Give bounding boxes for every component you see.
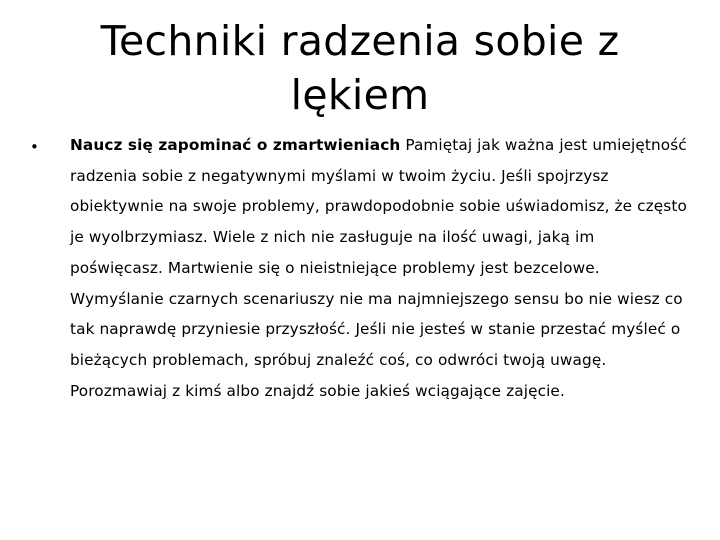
- bullet-marker: •: [30, 138, 39, 156]
- bullet-paragraph: [70, 130, 690, 406]
- bullet-item: [30, 130, 690, 406]
- bullet-lead: Naucz się zapominać o zmartwieniach: [70, 136, 401, 154]
- slide-title: Techniki radzenia sobie z lękiem: [100, 17, 620, 119]
- bullet-body: Pamiętaj jak ważna jest umiejętność radzenia sobie z negatywnymi myślami w twoim życiu. Jeśli spojrzysz obiektywnie na swoje problemy, prawdopodobnie sobie uświadomisz, że często je wyolbrzymiasz. Wiele z nich nie zasługuje na ilość uwagi, jaką im poświęcasz. Martwienie się o nieistniejące problemy jest bezcelowe. Wymyślanie czarnych scenariuszy nie ma najmniejszego sensu bo nie wiesz co tak naprawdę przyniesie przyszłość. Jeśli nie jesteś w stanie przestać myśleć o bieżących problemach, spróbuj znaleźć coś, co odwróci twoją uwagę. Porozmawiaj z kimś albo znajdź sobie jakieś wciągające zajęcie.: [70, 136, 687, 400]
